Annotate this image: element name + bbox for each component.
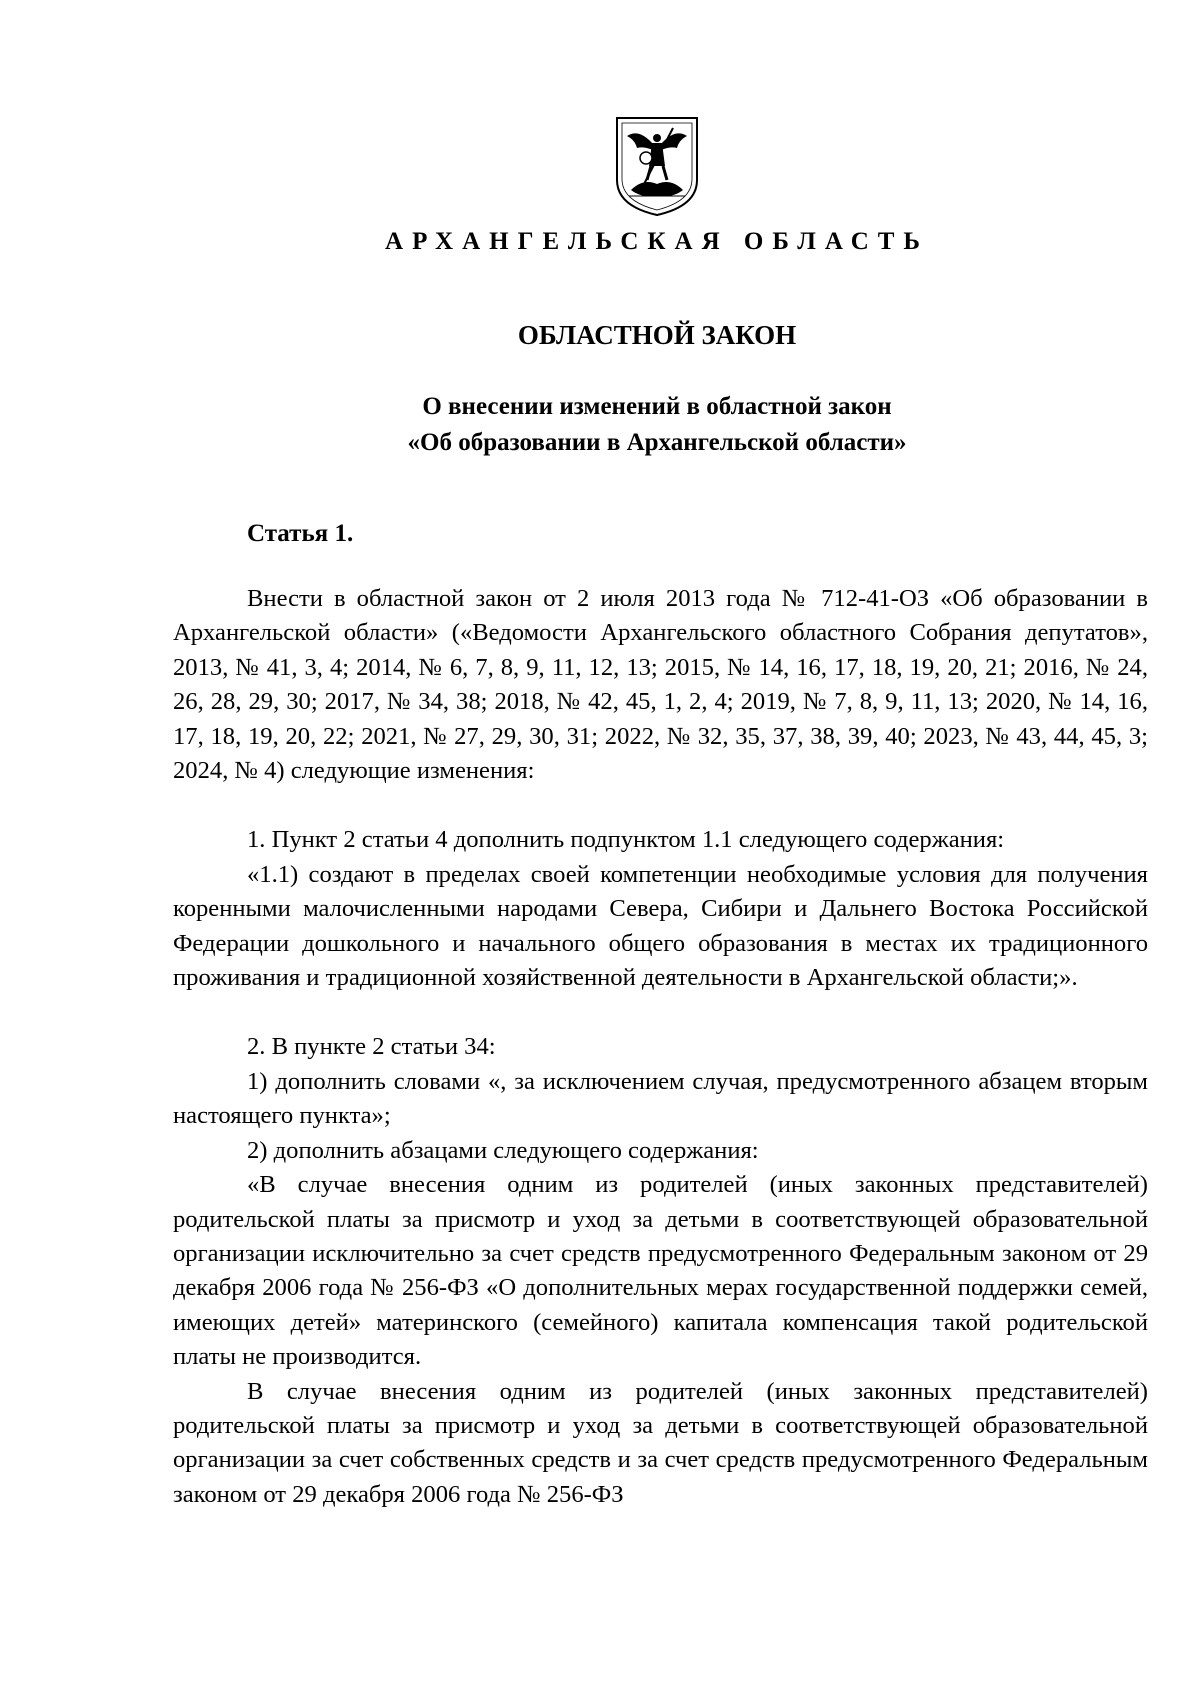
amendment-item-1-text: «1.1) создают в пределах своей компетенции необходимые условия для получения коренными малочисленными народами Севера, Сибири и Дальнего Востока Российской Федерации дошкольного и начального общего образования в местах их традиционного проживания и традиционной хозяйственной деятельности в Архангельской области;». <box>173 860 1148 992</box>
law-title-line-2: «Об образовании в Архангельской области» <box>407 429 907 456</box>
law-title-line-1: О внесении изменений в областной закон <box>422 393 892 420</box>
law-type: ОБЛАСТНОЙ ЗАКОН <box>517 320 797 350</box>
amendment-item-2-paragraph-2: В случае внесения одним из родителей (иных законных представителей) родительской платы за присмотр и уход за детьми в соответствующей образовательной организации за счет собственных средств и за счет средств предусмотренного Федеральным законом от 29 декабря 2006 года № 256-ФЗ <box>173 1377 1148 1508</box>
law-title <box>0 389 1200 461</box>
coat-of-arms-icon <box>613 114 701 218</box>
amendment-item-1: 1. Пункт 2 статьи 4 дополнить подпунктом 1.1 следующего содержания: <box>247 826 1005 854</box>
region-name: АРХАНГЕЛЬСКАЯ ОБЛАСТЬ <box>385 228 929 255</box>
amendment-item-2-paragraph-1: «В случае внесения одним из родителей (иных законных представителей) родительской платы за присмотр и уход за детьми в соответствующей образовательной организации исключительно за счет средств предусмотренного Федеральным законом от 29 декабря 2006 года № 256-ФЗ «О дополнительных мерах государственной поддержки семей, имеющих детей» материнского (семейного) капитала компенсация такой родительской платы не производится. <box>173 1171 1148 1371</box>
amendment-item-2-sub-1: 1) дополнить словами «, за исключением случая, предусмотренного абзацем вторым настоящего пункта»; <box>173 1067 1148 1130</box>
article-intro: Внести в областной закон от 2 июля 2013 года № 712-41-ОЗ «Об образовании в Архангельской области» («Ведомости Архангельского областного Собрания депутатов», 2013, № 41, 3, 4; 2014, № 6, 7, 8, 9, 11, 12, 13; 2015, № 14, 16, 17, 18, 19, 20, 21; 2016, № 24, 26, 28, 29, 30; 2017, № 34, 38; 2018, № 42, 45, 1, 2, 4; 2019, № 7, 8, 9, 11, 13; 2020, № 14, 16, 17, 18, 19, 20, 22; 2021, № 27, 29, 30, 31; 2022, № 32, 35, 37, 38, 39, 40; 2023, № 43, 44, 45, 3; 2024, № 4) следующие изменения: <box>173 585 1148 785</box>
article-heading: Статья 1. <box>247 520 354 547</box>
article-body <box>173 582 1148 1512</box>
amendment-item-2: 2. В пункте 2 статьи 34: <box>247 1033 496 1061</box>
amendment-item-2-sub-2: 2) дополнить абзацами следующего содержания: <box>247 1136 759 1164</box>
